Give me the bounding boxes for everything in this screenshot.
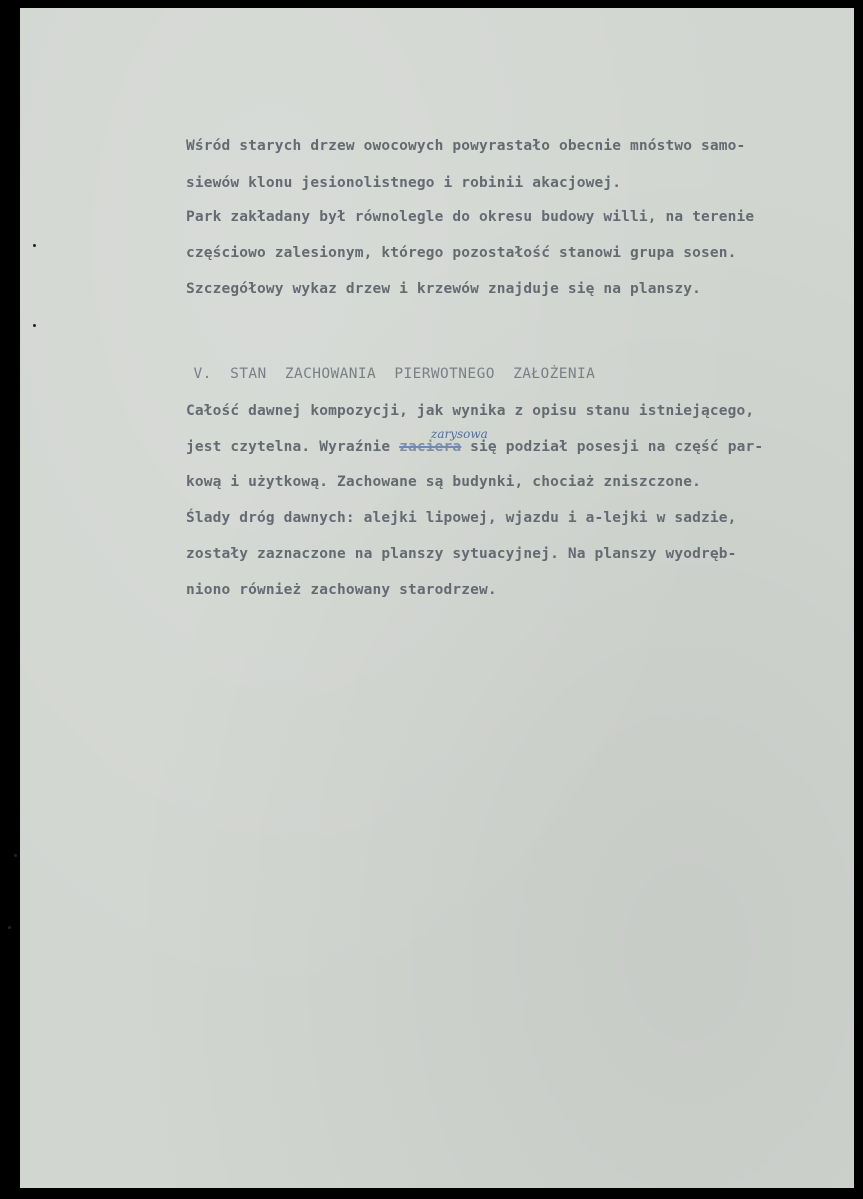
handwritten-insertion: zarysowa [431, 427, 488, 441]
paragraph1-line-2: siewów klonu jesionolistnego i robinii akacjowej. [186, 175, 622, 191]
paragraph1-line-4: częściowo zalesionym, którego pozostałość stanowi grupa sosen. [186, 245, 737, 261]
document-page [20, 8, 854, 1188]
paragraph2-line-3: kową i użytkową. Zachowane są budynki, chociaż zniszczone. [186, 474, 702, 490]
section-heading [157, 350, 595, 398]
line2-text-after: się podział posesji na część par- [461, 439, 764, 455]
paragraph2-line-6: niono również zachowany starodrzew. [186, 582, 497, 598]
paragraph2-line-2 [186, 439, 763, 455]
paragraph2-line-4: Ślady dróg dawnych: alejki lipowej, wjazdu i a-lejki w sadzie, [186, 510, 737, 526]
paragraph1-line-5: Szczegółowy wykaz drzew i krzewów znajduje się na planszy. [186, 281, 702, 297]
paragraph2-line-1: Całość dawnej kompozycji, jak wynika z opisu stanu istniejącego, [186, 403, 755, 419]
punch-mark [14, 854, 17, 857]
paragraph1-line-1: Wśród starych drzew owocowych powyrastało obecnie mnóstwo samo- [186, 138, 746, 154]
punch-mark [33, 324, 36, 327]
paragraph1-line-3: Park zakładany był równolegle do okresu budowy willi, na terenie [186, 209, 755, 225]
paragraph2-line-5: zostały zaznaczone na planszy sytuacyjnej. Na planszy wyodręb- [186, 546, 737, 562]
struck-word: zaciera [399, 439, 462, 455]
line2-text-before: jest czytelna. Wyraźnie [186, 439, 400, 455]
section-number: V. [193, 366, 212, 382]
punch-mark [8, 926, 11, 929]
section-title: STAN ZACHOWANIA PIERWOTNEGO ZAŁOŻENIA [230, 366, 596, 382]
punch-mark [33, 244, 36, 247]
